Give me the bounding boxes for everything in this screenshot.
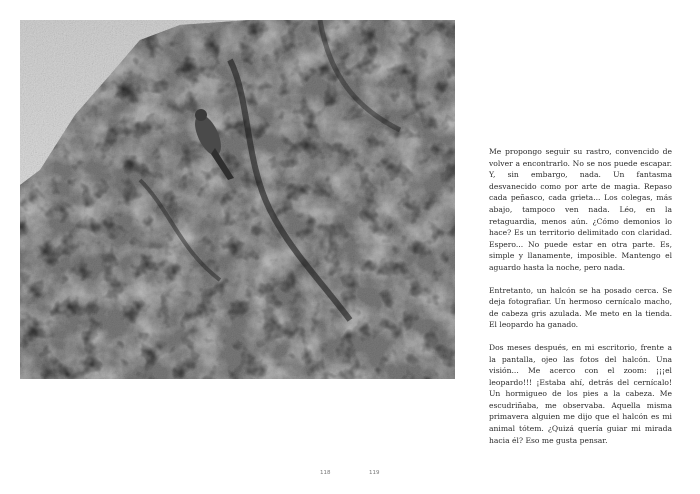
paragraph: Me propongo seguir su rastro, convencido de volver a encontrarlo. No se nos puede escapar. Y, sin embargo, nada. Un fantasma desvanecido como por arte de magia. Repaso cada peñasco, cada grieta... Los colegas, más abajo, tampoco ven nada. Léo, en la retaguardia, menos aún. ¿Cómo demonios lo hace? Es un territorio delimitado con claridad. Espero... No puede estar en otra parte. Es, simple y llanamente, imposible. Mantengo el aguardo hasta la noche, pero nada.: [489, 147, 672, 272]
paragraph: Entretanto, un halcón se ha posado cerca. Se deja fotografiar. Un hermoso cernícalo macho, de cabeza gris azulada. Me meto en la tienda. El leopardo ha ganado.: [489, 285, 672, 330]
rock-with-kestrel-image: [20, 20, 455, 379]
rock-photo: [20, 20, 455, 379]
page-number-left: 118: [320, 470, 331, 476]
paragraph: Dos meses después, en mi escritorio, frente a la pantalla, ojeo las fotos del halcón. Una visión... Me acerco con el zoom: ¡¡¡el leopardo!!! ¡Estaba ahí, detrás del cernícalo! Un hormigueo de los pies a la cabeza. Me escudriñaba, me observaba. Aquella misma primavera alguien me dijo que el halcón es mi animal tótem. ¿Quizá quería guiar mi mirada hacia él? Eso me gusta pensar.: [489, 342, 672, 445]
body-text: [489, 146, 672, 457]
page-number-right: 119: [369, 470, 380, 476]
